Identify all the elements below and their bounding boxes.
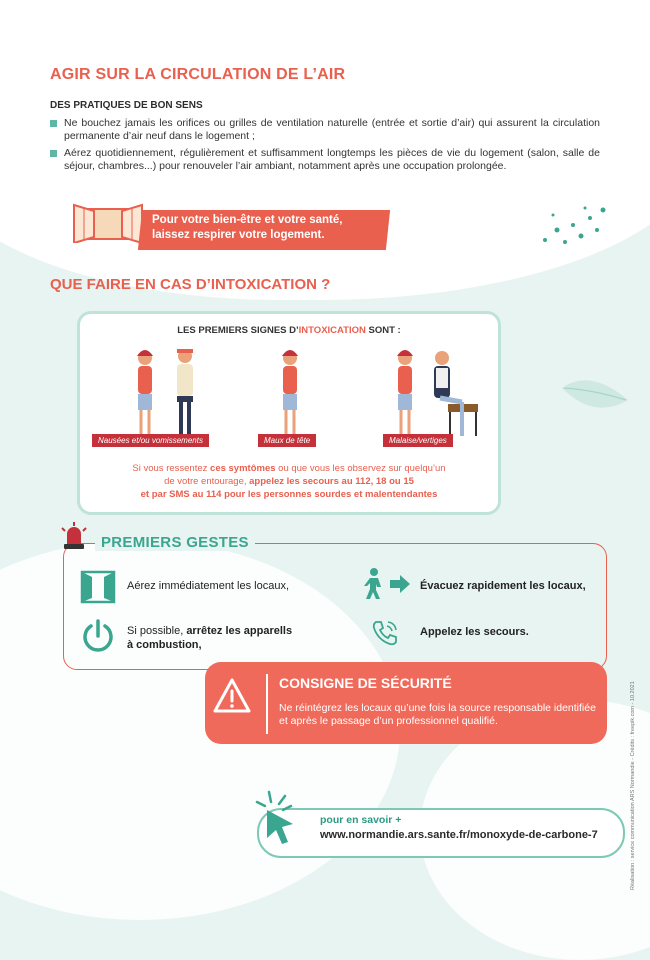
person-walking-icon	[360, 568, 412, 600]
symptom-label: Malaise/vertiges	[383, 434, 453, 447]
symptom-label: Maux de tête	[258, 434, 316, 447]
note-part: Si vous ressentez	[132, 463, 211, 474]
step-text: Si possible,	[127, 625, 187, 637]
symptoms-card	[77, 311, 501, 515]
separator	[266, 674, 268, 734]
person-nausea-icon	[137, 350, 153, 436]
note-bold: appelez les secours au 112, 18 ou 15	[249, 476, 414, 487]
credits-text: Réalisation : service communication ARS Normandie - Crédits : freepik.com - 10.2021	[630, 681, 636, 890]
symptoms-title-part: SONT :	[365, 325, 401, 336]
symptoms-title-part: LES PREMIERS SIGNES D’	[177, 325, 299, 336]
note-part: de votre entourage,	[164, 476, 250, 487]
section-title-air: AGIR SUR LA CIRCULATION DE L’AIR	[50, 66, 346, 83]
cursor-click-icon	[255, 790, 305, 848]
leaf-icon	[560, 374, 630, 414]
more-info-link[interactable]: www.normandie.ars.sante.fr/monoxyde-de-carbone-7	[320, 829, 598, 841]
section-title-intoxication: QUE FAIRE EN CAS D’INTOXICATION ?	[50, 276, 331, 293]
step-evacuate: Évacuez rapidement les locaux,	[420, 580, 586, 592]
step-call-help: Appelez les secours.	[420, 626, 529, 638]
step-text-bold: à combustion,	[127, 639, 202, 651]
window-icon	[72, 203, 144, 243]
symptoms-note	[90, 462, 488, 501]
note-part: ou que vous les observez sur quelqu’un	[275, 463, 446, 474]
person-dizziness-icon	[397, 350, 413, 436]
siren-icon	[58, 520, 90, 552]
warning-icon	[213, 677, 251, 715]
window-icon	[78, 568, 118, 606]
symptom-label: Nausées et/ou vomissements	[92, 434, 209, 447]
step-aerate: Aérez immédiatement les locaux,	[127, 580, 290, 592]
bullet-list	[50, 117, 600, 177]
note-bold: et par SMS au 114 pour les personnes sourdes et malentendantes	[140, 489, 438, 500]
person-nausea-icon	[177, 349, 193, 436]
step-stop-appliances	[127, 624, 292, 652]
banner-line: Pour votre bien-être et votre santé,	[152, 214, 343, 226]
person-headache-icon	[282, 350, 298, 436]
step-text-bold: arrêtez les apparells	[186, 625, 293, 637]
safety-instruction-title: CONSIGNE DE SÉCURITÉ	[279, 675, 452, 691]
symptoms-title-highlight: INTOXICATION	[298, 325, 366, 336]
banner-text	[152, 213, 392, 243]
bullet-item: Aérez quotidiennement, régulièrement et suffisamment longtemps les pièces de vie du logement (salon, salle de séjour, chambres...) pour renouveler l’air ambiant, notamment après une occupation prolongée.	[50, 147, 600, 173]
power-icon	[80, 618, 116, 654]
bullet-item: Ne bouchez jamais les orifices ou grilles de ventilation naturelle (entrée et sortie d’air) qui assurent la circulation permanente d’air neuf dans le logement ;	[50, 117, 600, 143]
safety-instruction-text: Ne réintégrez les locaux qu’une fois la source responsable identifiée et après le passage d’un professionnel qualifié.	[279, 702, 596, 727]
banner-line: laissez respirer votre logement.	[152, 229, 325, 241]
symptoms-title	[80, 325, 498, 336]
decorative-dots	[535, 200, 615, 250]
subtitle-bon-sens: DES PRATIQUES DE BON SENS	[50, 100, 203, 111]
phone-icon	[370, 618, 400, 648]
first-steps-title: PREMIERS GESTES	[95, 534, 255, 551]
person-sitting-icon	[434, 351, 478, 436]
note-bold: ces symtômes	[210, 463, 276, 474]
more-info-label: pour en savoir +	[320, 814, 402, 826]
